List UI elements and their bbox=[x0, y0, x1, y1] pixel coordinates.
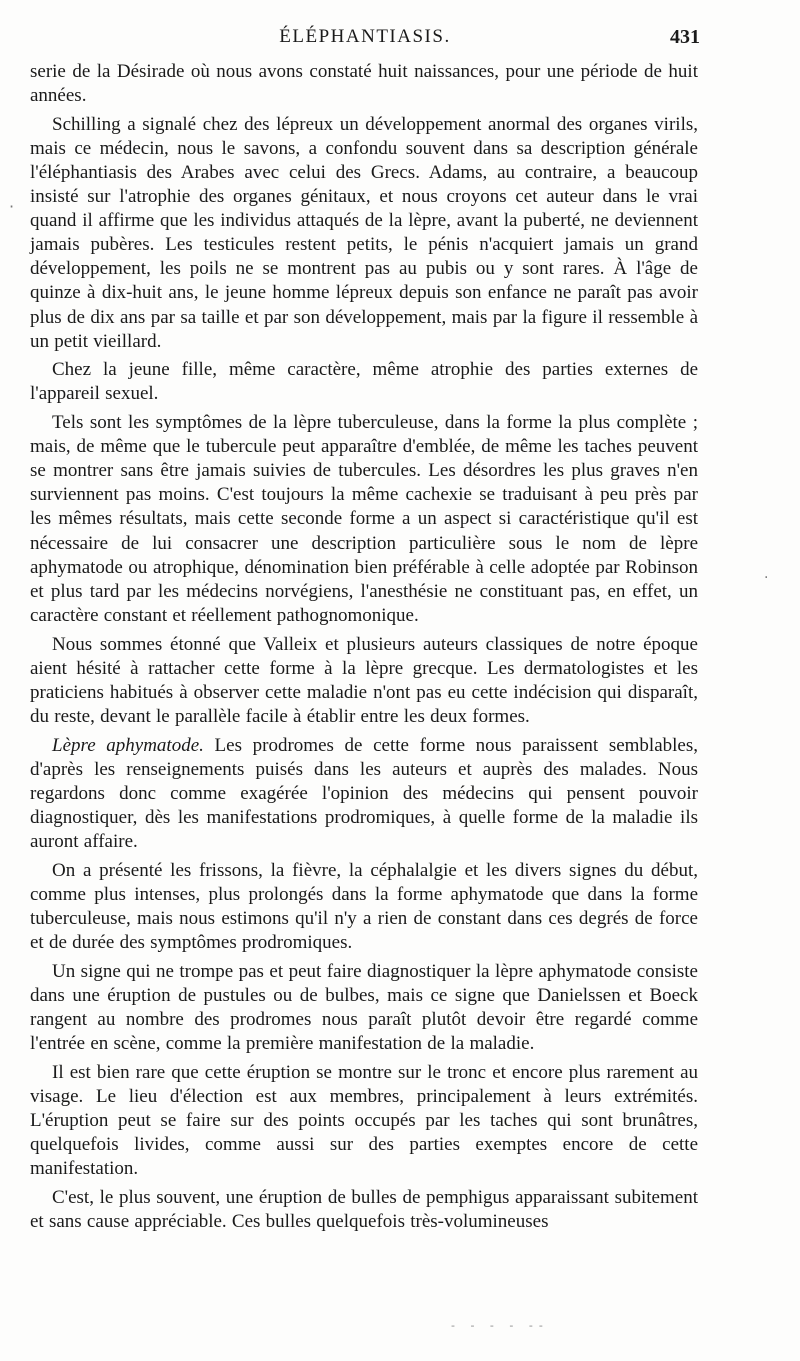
paragraph-text: Un signe qui ne trompe pas et peut faire diagnostiquer la lèpre aphymatode consiste dans une éruption de pustules ou de bulbes, mais ce signe que Danielssen et Boeck rangent au nombre des prodromes nous paraît plutôt devoir être regardé comme l'entrée en scène, comme la première manifestation de la maladie. bbox=[30, 960, 698, 1054]
running-head bbox=[30, 26, 700, 52]
paragraph-text: serie de la Désirade où nous avons constaté huit naissances, pour une période de huit années. bbox=[30, 61, 698, 107]
paragraph-jeune-fille bbox=[30, 358, 698, 406]
paragraph-text: C'est, le plus souvent, une éruption de bulles de pemphigus apparaissant subitement et sans cause appréciable. Ces bulles quelquefois très-volumineuses bbox=[30, 1186, 698, 1232]
paragraph-valleix bbox=[30, 633, 698, 729]
paragraph-text: Tels sont les symptômes de la lèpre tuberculeuse, dans la forme la plus complète ; mais, de même que le tubercule peut apparaître d'emblée, de même les taches peuvent se montrer sans être jamais suivies de tubercules. Les désordres les plus graves n'en surviennent pas moins. C'est toujours la même cachexie se traduisant à peu près par les mêmes résultats, mais cette seconde forme a un aspect si caractéristique qu'il est nécessaire de lui consacrer une description particulière sous le nom de lèpre aphymatode ou atrophique, dénomination bien préférable à celle adoptée par Robinson et plus tard par les médecins norvégiens, l'anesthésie ne constituant pas, en effet, un caractère constant et réellement pathognomonique. bbox=[30, 412, 698, 626]
paragraph-frissons bbox=[30, 859, 698, 955]
paragraph-continuation bbox=[30, 60, 698, 108]
paragraph-pemphigus bbox=[30, 1186, 698, 1234]
running-title: ÉLÉPHANTIASIS. bbox=[279, 26, 451, 47]
right-margin-mark: · bbox=[764, 570, 769, 586]
paragraph-eruption bbox=[30, 1061, 698, 1181]
paragraph-signe bbox=[30, 960, 698, 1056]
paragraph-text: Il est bien rare que cette éruption se montre sur le tronc et encore plus rarement au visage. Le lieu d'élection est aux membres, principalement à leurs extrémités. L'éruption peut se faire sur des points occupés par les taches qui sont brunâtres, quelquefois livides, comme aussi sur des parties exemptes encore de cette manifestation. bbox=[30, 1061, 698, 1179]
paragraph-symptomes bbox=[30, 411, 698, 628]
paragraph-text: Chez la jeune fille, même caractère, même atrophie des parties externes de l'appareil sexuel. bbox=[30, 359, 698, 405]
left-margin-mark: · bbox=[9, 197, 15, 216]
paragraph-lepre-aphymatode bbox=[30, 734, 698, 854]
paragraph-text: Nous sommes étonné que Valleix et plusieurs auteurs classiques de notre époque aient hésité à rattacher cette forme à la lèpre grecque. Les dermatologistes et les praticiens habitués à observer cette maladie n'ont pas eu cette indécision qui disparaît, du reste, devant le parallèle facile à établir entre les deux formes. bbox=[30, 633, 698, 727]
body-text bbox=[30, 60, 698, 1234]
paragraph-text: On a présenté les frissons, la fièvre, la céphalalgie et les divers signes du début, comme plus intenses, plus prolongés dans la forme aphymatode que dans la forme tuberculeuse, mais nous estimons qu'il n'y a rien de constant dans ces degrés de force et de durée des symptômes prodromiques. bbox=[30, 859, 698, 953]
paragraph-text: Schilling a signalé chez des lépreux un développement anormal des organes virils, mais ce médecin, nous le savons, a confondu souvent dans sa description générale l'éléphantiasis des Arabes avec celui des Grecs. Adams, au contraire, a beaucoup insisté sur l'atrophie des organes génitaux, et nous croyons cet auteur dans le vrai quand il affirme que les individus attaqués de la lèpre, avant la puberté, ne deviennent jamais pubères. Les testicules restent petits, le pénis n'acquiert jamais un grand développement, les poils ne se montrent pas au pubis ou y sont rares. À l'âge de quinze à dix-huit ans, le jeune homme lépreux depuis son enfance ne paraît pas avoir plus de dix ans par sa taille et par son développement, mais par la figure il ressemble à un petit vieillard. bbox=[30, 113, 698, 352]
section-lead: Lèpre aphymatode. bbox=[52, 734, 204, 756]
page-number: 431 bbox=[670, 26, 700, 48]
bottom-dashes: - - - - -- bbox=[451, 1319, 549, 1332]
paragraph-text: Les prodromes de cette forme nous paraissent semblables, d'après les renseignements puisés dans les auteurs et auprès des malades. Nous regardons donc comme exagérée l'opinion des médecins qui pensent pouvoir diagnostiquer, dès les manifestations prodromiques, à quelle forme de la maladie ils auront affaire. bbox=[30, 734, 698, 852]
paragraph-schilling bbox=[30, 113, 698, 354]
